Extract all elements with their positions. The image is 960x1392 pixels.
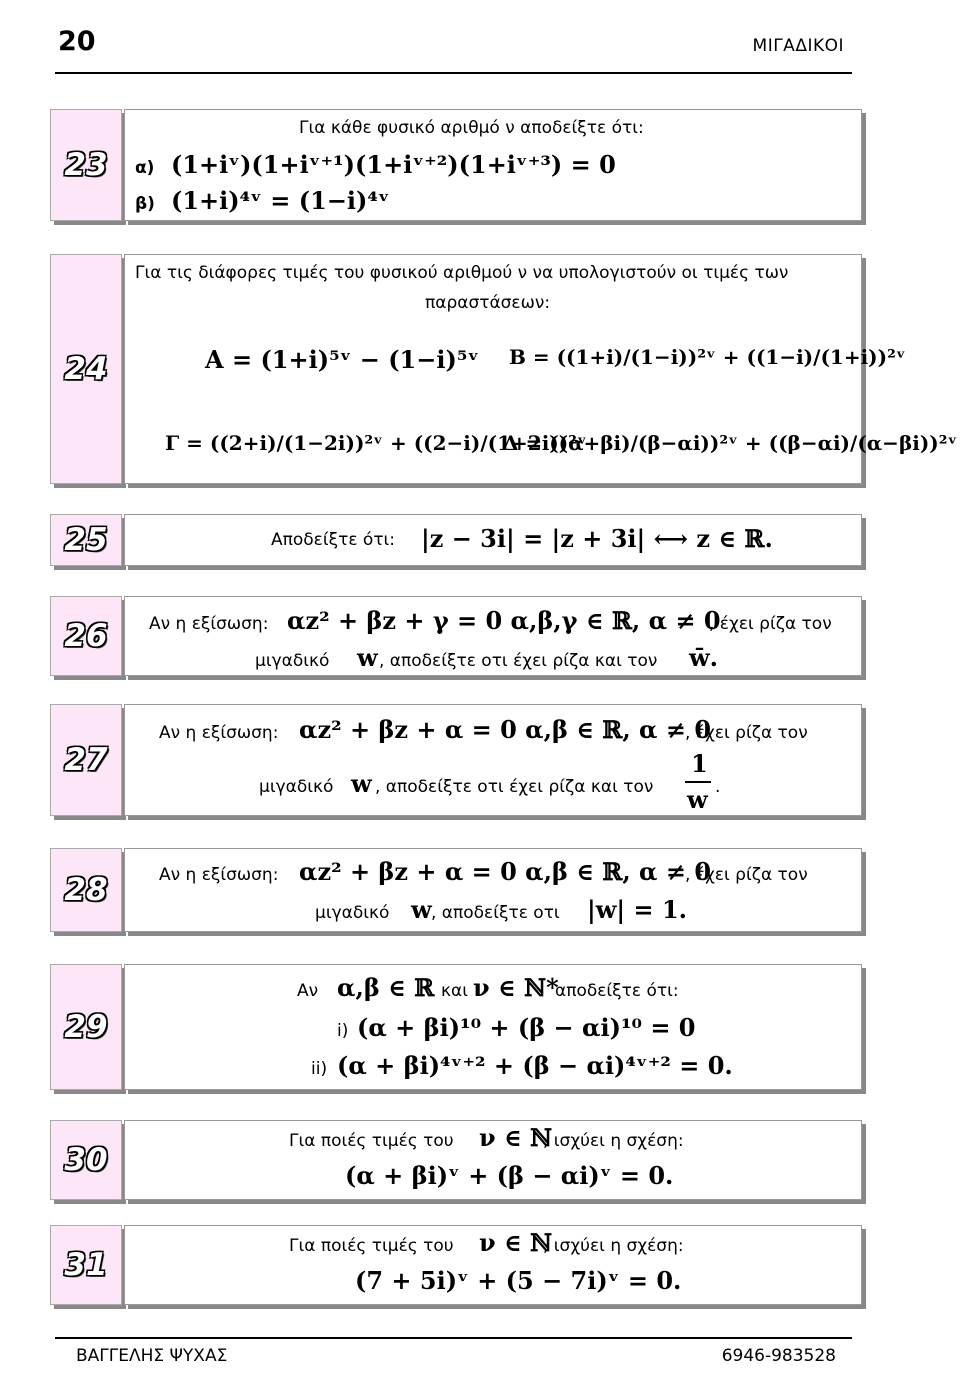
exercise-number-30: 30 (50, 1120, 122, 1200)
footer-rule (55, 1337, 852, 1339)
exercise-intro-line1: Για τις διάφορες τιμές του φυσικού αριθμού ν να υπολογιστούν οι τιμές των (135, 263, 789, 283)
exercise-30 (124, 1120, 862, 1200)
exercise-27 (124, 704, 862, 816)
line2-mid: , αποδείξτε οτι έχει ρίζα και τον (375, 777, 654, 797)
var-w: w (357, 643, 378, 672)
line1-tail: , έχει ρίζα τον (685, 723, 808, 743)
frac-num: 1 (691, 749, 708, 778)
exercise-number-25: 25 (50, 514, 122, 566)
header-title: ΜΙΓΑΔΙΚΟΙ (752, 36, 844, 56)
formula-29-i: (α + βi)¹⁰ + (β − αi)¹⁰ = 0 (357, 1013, 696, 1042)
part-label-b: β) (135, 194, 155, 214)
formula-24-A: Α = (1+i)⁵ᵛ − (1−i)⁵ᵛ (205, 345, 480, 374)
exercise-28 (124, 848, 862, 932)
line2-end: . (715, 777, 721, 797)
line1-a: Για ποιές τιμές του (289, 1236, 454, 1256)
page-number: 20 (58, 26, 96, 57)
formula-30-set: ν ∈ ℕ (479, 1123, 553, 1152)
frac-bar (685, 781, 711, 783)
formula-29-ii: (α + βi)⁴ᵛ⁺² + (β − αi)⁴ᵛ⁺² = 0. (337, 1051, 733, 1080)
line1-text: Αν η εξίσωση: (149, 614, 269, 634)
formula-30: (α + βi)ᵛ + (β − αi)ᵛ = 0. (345, 1161, 674, 1190)
line2-mid: , αποδείξτε οτι έχει ρίζα και τον (379, 651, 658, 671)
exercise-29 (124, 964, 862, 1090)
formula-26: αz² + βz + γ = 0 α,β,γ ∈ ℝ, α ≠ 0 (287, 606, 721, 635)
exercise-24 (124, 254, 958, 484)
exercise-intro: Αποδείξτε ότι: (271, 530, 396, 550)
exercise-number-26: 26 (50, 596, 122, 676)
exercise-intro: Για κάθε φυσικό αριθμό ν αποδείξτε ότι: (299, 118, 644, 138)
part-label-ii: ii) (311, 1059, 328, 1079)
exercise-25 (124, 514, 862, 566)
exercise-26 (124, 596, 862, 676)
formula-28-abs: |w| = 1. (587, 895, 687, 924)
formula-31-set: ν ∈ ℕ (479, 1228, 553, 1257)
line1-a: Για ποιές τιμές του (289, 1131, 454, 1151)
formula-23b: (1+i)⁴ᵛ = (1−i)⁴ᵛ (171, 186, 390, 215)
exercise-number-23: 23 (50, 109, 122, 221)
formula-29-set1: α,β ∈ ℝ (337, 973, 435, 1002)
line1-c: αποδείξτε ότι: (555, 981, 679, 1001)
formula-27: αz² + βz + α = 0 α,β ∈ ℝ, α ≠ 0 (299, 715, 712, 744)
exercise-number-31: 31 (50, 1225, 122, 1305)
exercise-intro-line2: παραστάσεων: (425, 293, 551, 313)
frac-den: w (687, 785, 708, 814)
formula-25: |z − 3i| = |z + 3i| ⟷ z ∈ ℝ. (421, 524, 773, 553)
exercise-number-29: 29 (50, 964, 122, 1090)
formula-23a: (1+iᵛ)(1+iᵛ⁺¹)(1+iᵛ⁺²)(1+iᵛ⁺³) = 0 (171, 150, 616, 179)
footer-phone: 6946-983528 (721, 1346, 836, 1366)
formula-24-G: Γ = ((2+i)/(1−2i))²ᵛ + ((2−i)/(1+2i))²ᵛ (165, 431, 587, 455)
header-rule (55, 72, 852, 74)
line1-tail: , έχει ρίζα τον (709, 614, 832, 634)
line1-b: , ισχύει η σχέση: (543, 1131, 684, 1151)
exercise-number-24: 24 (50, 254, 122, 484)
line1-b: , ισχύει η σχέση: (543, 1236, 684, 1256)
exercise-23 (124, 109, 862, 221)
conj-w: w̄. (689, 643, 719, 672)
line2-text: μιγαδικό (255, 651, 330, 671)
part-label-a: α) (135, 158, 155, 178)
line1-a: Αν (297, 981, 319, 1001)
line1-text: Αν η εξίσωση: (159, 865, 279, 885)
formula-31: (7 + 5i)ᵛ + (5 − 7i)ᵛ = 0. (355, 1266, 682, 1295)
line1-text: Αν η εξίσωση: (159, 723, 279, 743)
formula-24-B: Β = ((1+i)/(1−i))²ᵛ + ((1−i)/(1+i))²ᵛ (509, 345, 906, 369)
formula-29-set2: ν ∈ ℕ* (473, 973, 559, 1002)
exercise-31 (124, 1225, 862, 1305)
exercise-number-27: 27 (50, 704, 122, 816)
formula-24-D: Δ = ((α+βi)/(β−αi))²ᵛ + ((β−αi)/(α−βi))²ᵛ (503, 431, 958, 455)
line1-b: και (441, 981, 468, 1001)
formula-28: αz² + βz + α = 0 α,β ∈ ℝ, α ≠ 0 (299, 857, 712, 886)
line2-text: μιγαδικό (315, 903, 390, 923)
line2-mid: , αποδείξτε οτι (431, 903, 560, 923)
part-label-i: i) (337, 1021, 349, 1041)
var-w: w (351, 769, 372, 798)
footer-author: ΒΑΓΓΕΛΗΣ ΨΥΧΑΣ (76, 1346, 228, 1366)
var-w: w (411, 895, 432, 924)
line2-text: μιγαδικό (259, 777, 334, 797)
line1-tail: , έχει ρίζα τον (685, 865, 808, 885)
exercise-number-28: 28 (50, 848, 122, 932)
